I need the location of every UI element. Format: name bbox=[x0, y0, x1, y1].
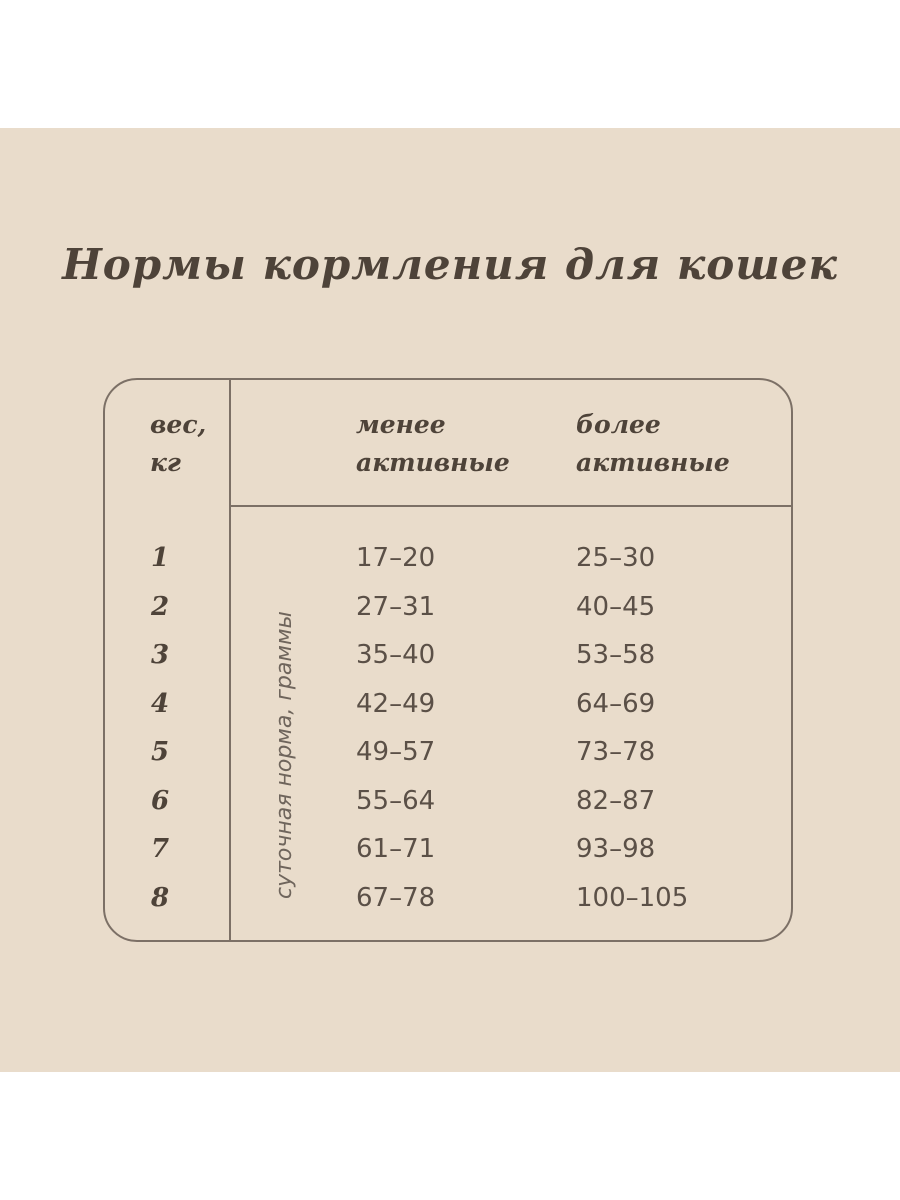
header-weight-line-2: кг bbox=[150, 448, 181, 477]
weight-cell: 1 bbox=[150, 543, 170, 573]
more-active-cell: 93–98 bbox=[576, 834, 656, 864]
table-row bbox=[0, 684, 900, 733]
weight-cell: 4 bbox=[150, 688, 170, 719]
weight-cell: 3 bbox=[150, 640, 170, 670]
weight-cell: 7 bbox=[150, 834, 170, 864]
less-active-cell: 67–78 bbox=[356, 882, 436, 913]
weight-cell: 5 bbox=[150, 737, 170, 767]
header-more-active bbox=[576, 406, 730, 482]
table-row bbox=[0, 538, 900, 587]
background-panel bbox=[0, 128, 900, 1072]
table-row bbox=[0, 781, 900, 830]
table-row bbox=[0, 829, 900, 878]
less-active-cell: 42–49 bbox=[356, 688, 436, 719]
less-active-cell: 61–71 bbox=[356, 834, 436, 864]
table-row bbox=[0, 587, 900, 636]
table-row bbox=[0, 732, 900, 781]
less-active-cell: 49–57 bbox=[356, 737, 436, 767]
less-active-cell: 35–40 bbox=[356, 640, 436, 670]
more-active-cell: 100–105 bbox=[576, 882, 689, 913]
table-header-divider bbox=[231, 505, 793, 507]
header-less-active-line-1: менее bbox=[356, 410, 446, 439]
header-weight bbox=[150, 406, 206, 482]
more-active-cell: 73–78 bbox=[576, 737, 656, 767]
weight-cell: 2 bbox=[150, 591, 170, 622]
header-more-active-line-2: активные bbox=[576, 448, 730, 477]
less-active-cell: 17–20 bbox=[356, 543, 436, 573]
header-more-active-line-1: более bbox=[576, 410, 661, 439]
table-row bbox=[0, 635, 900, 684]
more-active-cell: 53–58 bbox=[576, 640, 656, 670]
table-row bbox=[0, 878, 900, 927]
more-active-cell: 40–45 bbox=[576, 591, 656, 622]
weight-cell: 6 bbox=[150, 785, 170, 816]
less-active-cell: 55–64 bbox=[356, 785, 436, 816]
table-body bbox=[0, 538, 900, 926]
header-weight-line-1: вес, bbox=[150, 410, 207, 439]
page-title: Нормы кормления для кошек bbox=[62, 240, 838, 289]
header-less-active-line-2: активные bbox=[356, 448, 510, 477]
more-active-cell: 64–69 bbox=[576, 688, 656, 719]
more-active-cell: 25–30 bbox=[576, 543, 656, 573]
header-less-active bbox=[356, 406, 510, 482]
weight-cell: 8 bbox=[150, 882, 170, 913]
less-active-cell: 27–31 bbox=[356, 591, 436, 622]
daily-norm-side-label: суточная норма, граммы bbox=[272, 611, 297, 899]
more-active-cell: 82–87 bbox=[576, 785, 656, 816]
